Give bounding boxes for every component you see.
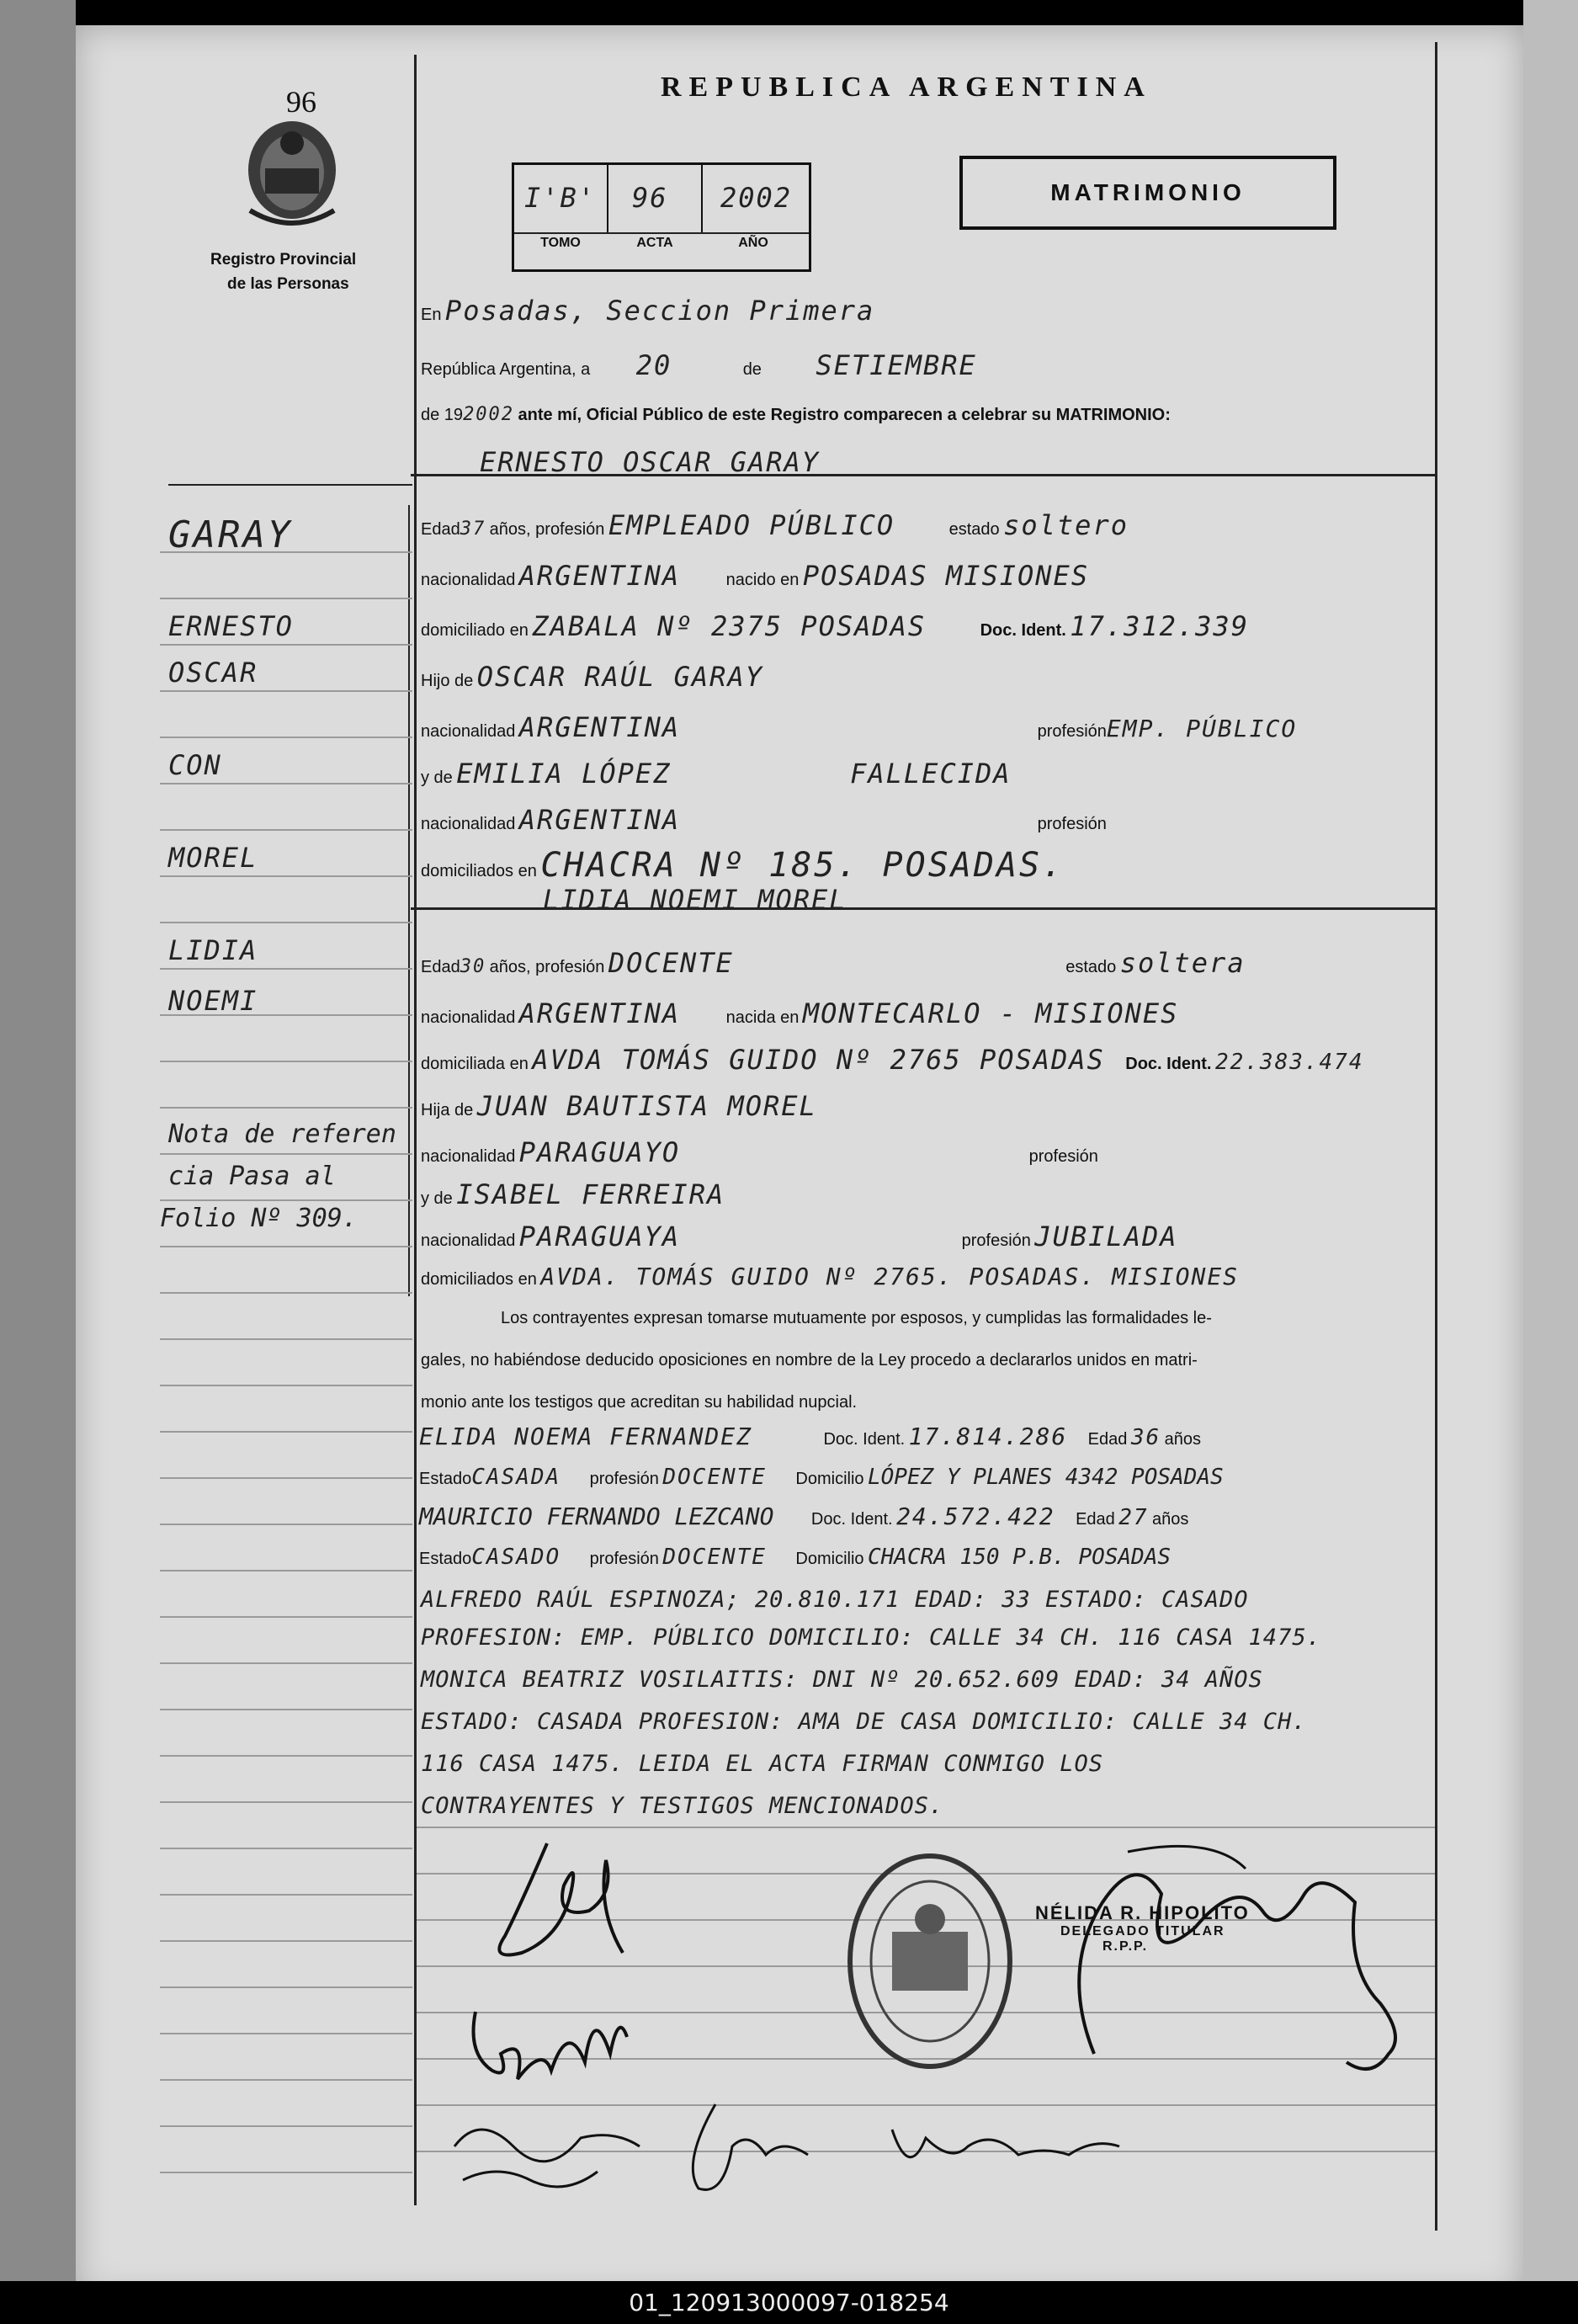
document-type-box — [959, 156, 1336, 230]
signature-witnesses — [446, 2096, 1246, 2205]
signature-groom — [471, 1835, 656, 1978]
bride-nac: ARGENTINA — [518, 997, 681, 1029]
groom-nac: ARGENTINA — [518, 560, 681, 592]
witness-1-estado-label: Estado — [419, 1470, 472, 1488]
groom-dom-label: domiciliado en — [421, 621, 529, 640]
bride-yde-label: y de — [421, 1189, 453, 1208]
margin-given1a: ERNESTO — [168, 610, 294, 642]
groom-nacido-label: nacido en — [725, 571, 800, 589]
margin-given1b: OSCAR — [168, 657, 258, 689]
witness-2-profesion-label: profesión — [589, 1550, 659, 1568]
witness-2-doc-label: Doc. Ident. — [810, 1510, 893, 1529]
registry-name-line1: Registro Provincial — [210, 251, 357, 269]
groom-row-6 — [421, 758, 1012, 790]
en-label: En — [421, 306, 442, 324]
groom-edad-label: Edad — [421, 520, 460, 539]
witness-1-anos-label: años — [1164, 1430, 1201, 1449]
witness-2-row-1 — [419, 1502, 1188, 1530]
groom-mother-prof-label: profesión — [1037, 815, 1107, 833]
groom-doc-label: Doc. Ident. — [980, 621, 1066, 640]
witness-1-edad-label: Edad — [1087, 1430, 1128, 1449]
groom-edad: 37 — [460, 519, 486, 540]
margin-given2a: LIDIA — [168, 934, 258, 966]
left-margin-line — [414, 55, 417, 2205]
coat-of-arms-icon — [240, 118, 345, 231]
additional-note-2: PROFESION: EMP. PÚBLICO DOMICILIO: CALLE 34 CH. 116 CASA 1475. — [421, 1625, 1321, 1651]
bride-parents-dom: AVDA. TOMÁS GUIDO Nº 2765. POSADAS. MISIONES — [540, 1263, 1240, 1290]
groom-estado: soltero — [1003, 509, 1129, 541]
bride-edad-label: Edad — [421, 958, 460, 976]
margin-connector: CON — [168, 749, 222, 781]
margin-divider — [168, 484, 412, 486]
groom-profesion-label: años, profesión — [489, 520, 605, 539]
groom-nac-label: nacionalidad — [421, 571, 516, 589]
witness-1-doc: 17.814.286 — [908, 1423, 1068, 1450]
groom-yde-label: y de — [421, 768, 453, 787]
bride-row-1 — [421, 947, 1246, 979]
witness-1-row-1 — [419, 1423, 1201, 1450]
day-value: 20 — [635, 349, 672, 381]
margin-surname1: GARAY — [168, 513, 293, 556]
witness-2-edad: 27 — [1118, 1505, 1149, 1530]
additional-note-3: MONICA BEATRIZ VOSILAITIS: DNI Nº 20.652.609 EDAD: 34 AÑOS — [421, 1667, 1263, 1693]
republica-label: República Argentina, a — [421, 360, 591, 379]
witness-1-doc-label: Doc. Ident. — [823, 1430, 906, 1449]
witness-2-name: MAURICIO FERNANDO LEZCANO — [419, 1502, 774, 1530]
bride-dom: AVDA TOMÁS GUIDO Nº 2765 POSADAS — [532, 1044, 1105, 1076]
groom-row-7 — [421, 804, 1107, 836]
month-value: SETIEMBRE — [816, 349, 977, 381]
witness-2-anos-label: años — [1152, 1510, 1189, 1529]
opening-line-3 — [421, 404, 1171, 425]
witness-1-estado: CASADA — [471, 1465, 561, 1490]
image-id-caption — [0, 2281, 1578, 2324]
country-title: REPUBLICA ARGENTINA — [661, 72, 1152, 103]
place-value: Posadas, Seccion Primera — [444, 295, 875, 327]
groom-full-name: ERNESTO OSCAR GARAY — [480, 446, 821, 478]
year-value: 2002 — [463, 404, 515, 425]
page-number: 96 — [286, 85, 316, 119]
groom-row-8 — [421, 846, 1065, 885]
opening-line-1 — [421, 295, 874, 327]
bride-row-2 — [421, 997, 1178, 1029]
official-stamp — [1035, 1902, 1288, 1954]
margin-note-line3: Folio Nº 309. — [160, 1204, 358, 1233]
margin-note-line2: cia Pasa al — [168, 1162, 336, 1191]
groom-row-1 — [421, 509, 1129, 541]
bride-row-7 — [421, 1220, 1177, 1252]
register-page — [76, 25, 1523, 2298]
section-left-line — [408, 505, 410, 1296]
stamp-name: NÉLIDA R. HIPOLITO — [1035, 1902, 1250, 1923]
record-tomo: I'B' — [524, 182, 597, 214]
image-id: 01_120913000097-018254 — [629, 2289, 949, 2316]
groom-father-nac: ARGENTINA — [518, 711, 681, 743]
groom-doc: 17.312.339 — [1070, 610, 1249, 642]
record-box — [512, 162, 811, 272]
bride-dom-label: domiciliada en — [421, 1055, 529, 1073]
bride-profesion: DOCENTE — [608, 947, 734, 979]
groom-father-prof-label: profesión — [1037, 722, 1107, 741]
groom-parents-dom: CHACRA Nº 185. POSADAS. — [540, 846, 1065, 885]
registry-name-line2: de las Personas — [227, 275, 349, 293]
witness-2-doc: 24.572.422 — [896, 1502, 1055, 1530]
groom-father-nac-label: nacionalidad — [421, 722, 516, 741]
witness-2-profesion: DOCENTE — [662, 1545, 767, 1570]
bride-parents-dom-label: domiciliados en — [421, 1270, 537, 1289]
margin-note-line1: Nota de referen — [168, 1119, 396, 1149]
acta-label: ACTA — [636, 236, 673, 250]
bride-nacida: MONTECARLO - MISIONES — [802, 997, 1179, 1029]
document-type: MATRIMONIO — [1050, 179, 1246, 205]
groom-nacido: POSADAS MISIONES — [802, 560, 1090, 592]
facing-page-edge — [1523, 0, 1578, 2324]
witness-2-edad-label: Edad — [1076, 1510, 1115, 1529]
de19-label: de 19 — [421, 406, 464, 424]
witness-1-profesion: DOCENTE — [662, 1465, 767, 1490]
witness-2-domicilio: CHACRA 150 P.B. POSADAS — [867, 1545, 1172, 1570]
bride-row-3 — [421, 1044, 1364, 1076]
bride-mother-nac-label: nacionalidad — [421, 1231, 516, 1250]
declaration-line3: monio ante los testigos que acreditan su habilidad nupcial. — [421, 1393, 858, 1412]
groom-hijo-label: Hijo de — [421, 672, 474, 690]
declaration-line2: gales, no habiéndose deducido oposiciones en nombre de la Ley procedo a declararlos unidos en matri- — [421, 1351, 1198, 1369]
witness-1-row-2 — [419, 1465, 1224, 1490]
witness-2-row-2 — [419, 1545, 1171, 1570]
bride-father: JUAN BAUTISTA MOREL — [476, 1090, 817, 1122]
witness-1-profesion-label: profesión — [589, 1470, 659, 1488]
bride-edad: 30 — [460, 956, 486, 977]
bride-doc: 22.383.474 — [1214, 1050, 1364, 1075]
additional-note-4: ESTADO: CASADA PROFESION: AMA DE CASA DOMICILIO: CALLE 34 CH. — [421, 1709, 1307, 1735]
bride-mother-prof: JUBILADA — [1034, 1220, 1178, 1252]
groom-mother-nac: ARGENTINA — [518, 804, 681, 836]
stamp-office: R.P.P. — [1102, 1939, 1149, 1954]
groom-mother-nac-label: nacionalidad — [421, 815, 516, 833]
witness-1-domicilio-label: Domicilio — [795, 1470, 864, 1488]
witness-2-estado-label: Estado — [419, 1550, 472, 1568]
right-border-line — [1435, 42, 1437, 2231]
record-acta: 96 — [632, 182, 668, 214]
groom-row-2 — [421, 560, 1089, 592]
bride-father-nac-label: nacionalidad — [421, 1147, 516, 1166]
witness-1-domicilio: LÓPEZ Y PLANES 4342 POSADAS — [867, 1465, 1224, 1490]
bride-nac-label: nacionalidad — [421, 1008, 516, 1027]
margin-surname2: MOREL — [168, 842, 258, 874]
groom-profesion: EMPLEADO PÚBLICO — [608, 509, 895, 541]
official-seal-icon — [842, 1848, 1018, 2075]
bride-row-6 — [421, 1178, 725, 1210]
tomo-label: TOMO — [540, 236, 581, 250]
groom-row-3 — [421, 610, 1249, 642]
statement-text: ante mí, Oficial Público de este Registro comparecen a celebrar su MATRIMONIO: — [518, 406, 1171, 424]
bride-mother-nac: PARAGUAYA — [518, 1220, 681, 1252]
witness-1-name: ELIDA NOEMA FERNANDEZ — [419, 1423, 753, 1450]
witness-2-estado: CASADO — [471, 1545, 561, 1570]
bride-doc-label: Doc. Ident. — [1125, 1055, 1212, 1073]
witness-1-edad: 36 — [1130, 1425, 1161, 1450]
bride-row-5 — [421, 1136, 1098, 1168]
ano-label: AÑO — [738, 236, 768, 250]
additional-note-1: ALFREDO RAÚL ESPINOZA; 20.810.171 EDAD: 33 ESTADO: CASADO — [421, 1587, 1249, 1613]
stamp-title: DELEGADO TITULAR — [1060, 1924, 1225, 1938]
groom-parents-dom-label: domiciliados en — [421, 862, 537, 880]
bride-father-nac: PARAGUAYO — [518, 1136, 681, 1168]
groom-mother: EMILIA LÓPEZ FALLECIDA — [456, 758, 1012, 790]
bride-mother: ISABEL FERREIRA — [456, 1178, 725, 1210]
signature-bride — [459, 1986, 652, 2096]
bride-row-4 — [421, 1090, 817, 1122]
opening-line-2 — [421, 349, 977, 381]
bride-hija-label: Hija de — [421, 1101, 474, 1119]
groom-father: OSCAR RAÚL GARAY — [476, 661, 763, 693]
groom-row-4 — [421, 661, 763, 693]
groom-father-prof: EMP. PÚBLICO — [1106, 715, 1298, 742]
margin-given2b: NOEMI — [168, 985, 258, 1017]
declaration-line1: Los contrayentes expresan tomarse mutuamente por esposos, y cumplidas las formalidades le- — [501, 1309, 1212, 1327]
groom-dom: ZABALA Nº 2375 POSADAS — [532, 610, 927, 642]
bride-father-prof-label: profesión — [1028, 1147, 1098, 1166]
bride-estado: soltera — [1119, 947, 1246, 979]
bride-nacida-label: nacida en — [725, 1008, 800, 1027]
groom-estado-label: estado — [948, 520, 1000, 539]
de-label: de — [742, 360, 762, 379]
bride-row-8 — [421, 1263, 1239, 1290]
additional-note-6: CONTRAYENTES Y TESTIGOS MENCIONADOS. — [421, 1793, 944, 1819]
record-ano: 2002 — [720, 182, 793, 214]
witness-2-domicilio-label: Domicilio — [795, 1550, 864, 1568]
bride-full-name: LIDIA NOEMI MOREL — [543, 884, 847, 916]
binding-shadow — [0, 0, 76, 2324]
bride-mother-prof-label: profesión — [961, 1231, 1031, 1250]
additional-note-5: 116 CASA 1475. LEIDA EL ACTA FIRMAN CONMIGO LOS — [421, 1751, 1104, 1777]
bride-profesion-label: años, profesión — [489, 958, 605, 976]
groom-row-5 — [421, 711, 1297, 743]
bride-estado-label: estado — [1065, 958, 1117, 976]
